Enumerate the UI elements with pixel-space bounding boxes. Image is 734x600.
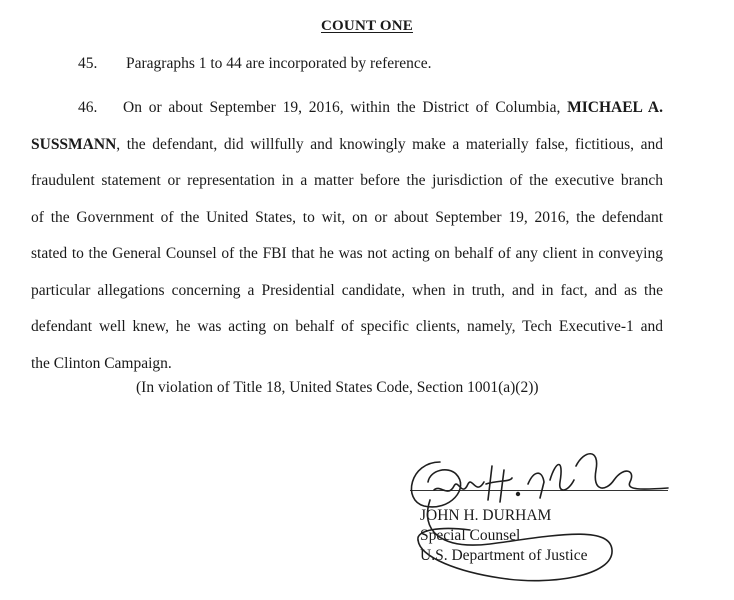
paragraph-46-line: defendant well knew, he was acting on behalf of specific clients, namely, Tech Executive-1 and <box>31 318 663 335</box>
handwritten-signature-icon <box>400 440 680 590</box>
paragraph-46 <box>31 90 663 382</box>
signer-department: U.S. Department of Justice <box>420 547 588 564</box>
signer-title: Special Counsel <box>420 527 521 544</box>
paragraph-46-line: stated to the General Counsel of the FBI that he was not acting on behalf of any client in conveying <box>31 245 663 262</box>
count-heading: COUNT ONE <box>321 18 413 34</box>
line-text: On or about September 19, 2016, within the District of Columbia, <box>123 99 568 116</box>
signer-name: JOHN H. DURHAM <box>420 507 552 524</box>
paragraph-46-line: fraudulent statement or representation in a matter before the jurisdiction of the executive branch <box>31 172 663 189</box>
statute-citation: (In violation of Title 18, United States Code, Section 1001(a)(2)) <box>136 379 539 396</box>
paragraph-46-line <box>31 127 663 164</box>
paragraph-46-number: 46. <box>78 99 98 116</box>
paragraph-46-line: the Clinton Campaign. <box>31 354 172 372</box>
paragraph-45-number: 45. <box>78 55 98 72</box>
paragraph-46-line <box>31 90 663 127</box>
paragraph-45-text: Paragraphs 1 to 44 are incorporated by reference. <box>126 55 432 72</box>
defendant-name-bold: MICHAEL A. <box>567 99 664 116</box>
defendant-surname-bold: SUSSMANN <box>31 135 117 153</box>
paragraph-46-line: particular allegations concerning a Presidential candidate, when in truth, and in fact, and as the <box>31 281 663 299</box>
line-text: , the defendant, did willfully and knowingly make a materially false, fictitious, and <box>116 135 663 153</box>
paragraph-46-line: of the Government of the United States, to wit, on or about September 19, 2016, the defendant <box>31 208 663 226</box>
paragraph-45 <box>78 55 432 73</box>
